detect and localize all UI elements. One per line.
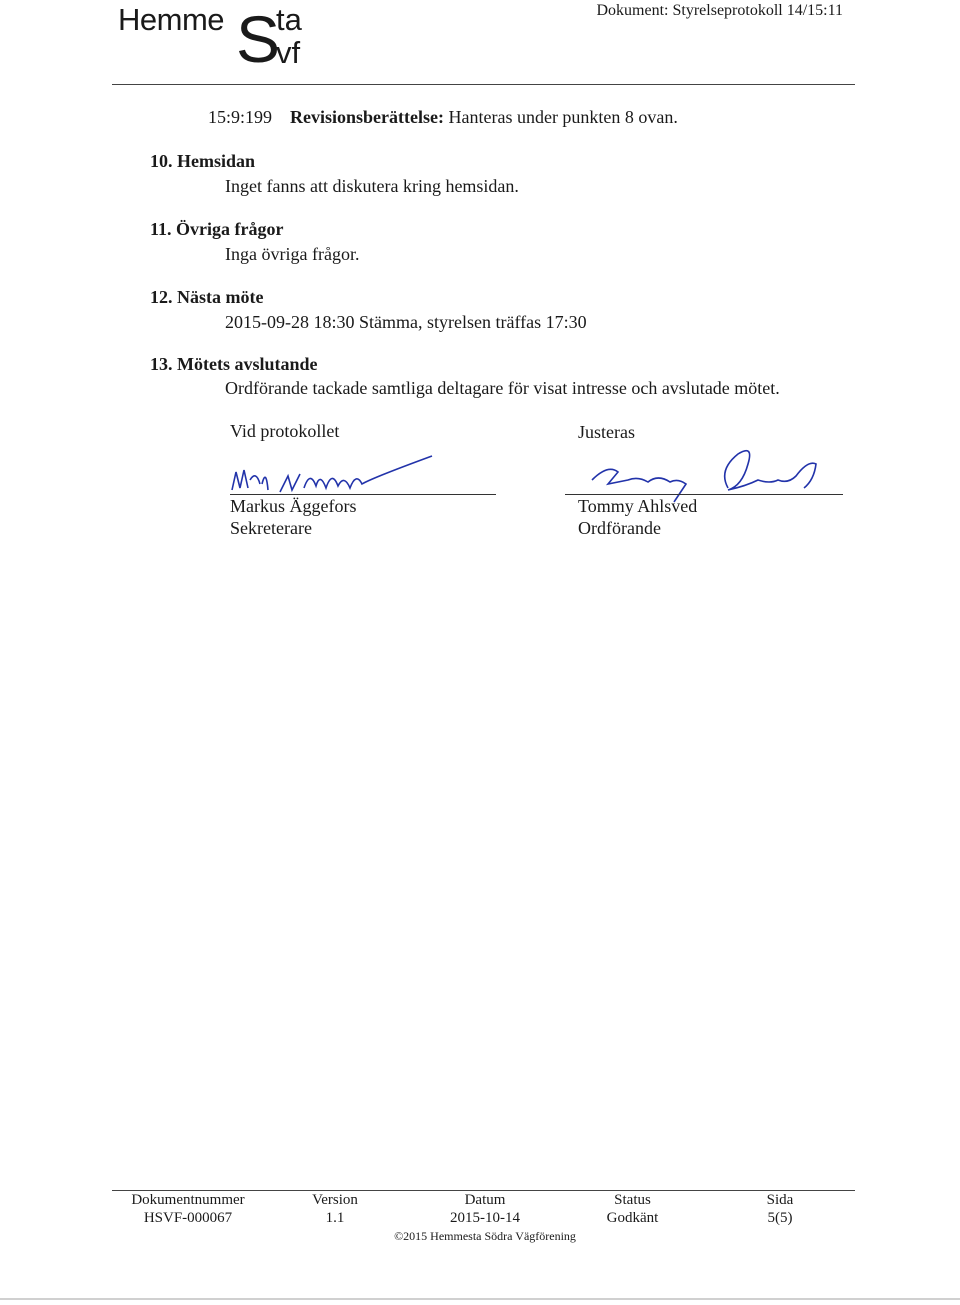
section-text-hemsidan: Inget fanns att diskutera kring hemsidan. [225,176,519,196]
signer-role-right: Ordförande [578,518,661,538]
signature-line-right [565,494,843,495]
logo-text-hemme: Hemme [118,2,225,37]
section-heading-ovriga-fragor: 11. Övriga frågor [150,219,284,239]
footer-header-document-number: Dokumentnummer [131,1192,245,1208]
item-reference: 15:9:199 [208,107,273,127]
header-divider [112,84,855,85]
footer-value-document-number: HSVF-000067 [143,1210,233,1226]
section-heading-hemsidan: 10. Hemsidan [150,151,256,171]
signer-name-right: Tommy Ahlsved [578,496,698,516]
footer-value-status: Godkänt [606,1210,659,1226]
footer-divider [112,1190,855,1191]
document-reference: Dokument: Styrelseprotokoll 14/15:11 [596,2,843,19]
signature-label-left: Vid protokollet [230,421,340,441]
logo [118,2,328,74]
signer-role-left: Sekreterare [230,518,312,538]
footer-header-version: Version [312,1192,358,1208]
handwritten-signature-left [222,450,437,500]
section-text-ovriga-fragor: Inga övriga frågor. [225,244,360,264]
footer-header-date: Datum [464,1192,506,1208]
logo-text-ta: ta [276,2,302,37]
section-text-motets-avslutande: Ordförande tackade samtliga deltagare för visat intresse och avslutade mötet. [225,378,780,398]
footer-header-page: Sida [766,1192,794,1208]
footer-value-date: 2015-10-14 [450,1210,520,1226]
signature-label-right: Justeras [578,422,635,442]
footer-value-version: 1.1 [325,1210,345,1226]
footer-header-status: Status [614,1192,651,1208]
footer-copyright: ©2015 Hemmesta Södra Vägförening [394,1229,576,1243]
section-heading-motets-avslutande: 13. Mötets avslutande [150,354,318,374]
signer-name-left: Markus Äggefors [230,496,357,516]
scan-edge-line [0,1298,960,1300]
logo-text-vf: vf [276,35,301,70]
logo-letter-s: S [236,2,281,76]
item-title: Revisionsberättelse: [290,107,444,127]
section-heading-nasta-mote: 12. Nästa möte [150,287,264,307]
footer-value-page: 5(5) [767,1210,793,1226]
revision-item [208,107,678,128]
item-text: Hanteras under punkten 8 ovan. [448,107,678,127]
signature-line-left [230,494,496,495]
section-text-nasta-mote: 2015-09-28 18:30 Stämma, styrelsen träffas 17:30 [225,312,587,332]
